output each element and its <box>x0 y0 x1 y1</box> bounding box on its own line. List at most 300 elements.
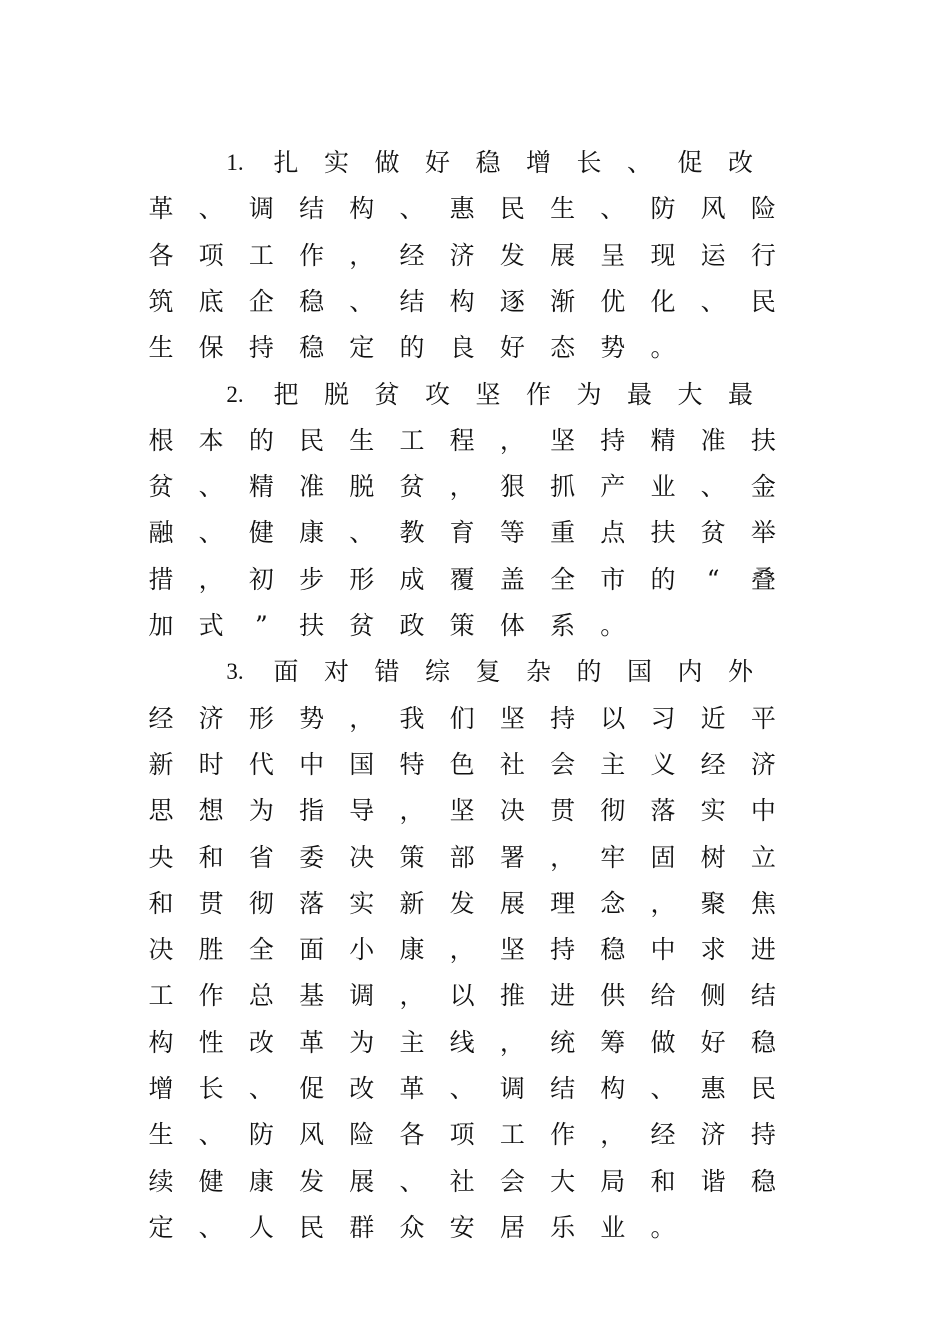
text-char: 风 <box>299 1120 325 1150</box>
text-char: 系 <box>550 611 576 640</box>
text-char: 式 <box>198 611 224 640</box>
text-char: 政 <box>399 611 425 640</box>
text-char: 。 <box>650 1212 676 1242</box>
text-char: 的 <box>399 333 425 363</box>
text-char: 习 <box>650 703 676 733</box>
text-char: 措 <box>148 564 174 594</box>
text-char: 扶 <box>299 611 325 640</box>
text-char: 革 <box>148 194 174 224</box>
text-char: 省 <box>248 842 274 872</box>
text-char: 化 <box>650 286 676 316</box>
text-char: 总 <box>248 981 274 1011</box>
text-char: 线 <box>449 1027 475 1057</box>
text-char: 统 <box>550 1027 576 1057</box>
text-char: 平 <box>750 703 776 733</box>
text-char: 新 <box>148 749 174 779</box>
text-char: 我 <box>399 703 425 733</box>
text-char: 金 <box>750 472 776 502</box>
text-char: 想 <box>198 796 224 826</box>
text-char: 署 <box>499 842 525 872</box>
text-char: 行 <box>750 240 776 270</box>
text-char: 大 <box>550 1166 576 1196</box>
text-char: 促 <box>677 148 703 177</box>
text-char: 济 <box>198 703 224 733</box>
text-char: 攻 <box>424 379 450 409</box>
text-char: 优 <box>600 286 626 316</box>
text-char: 形 <box>349 564 375 594</box>
text-char: 、 <box>700 286 726 316</box>
text-char: 。 <box>650 333 676 363</box>
text-char: 基 <box>299 981 325 1011</box>
text-char: 发 <box>499 240 525 270</box>
text-char: 、 <box>399 194 425 224</box>
text-char: 新 <box>399 888 425 918</box>
text-line <box>0 1159 950 1205</box>
text-char: 中 <box>750 796 776 826</box>
text-char: 、 <box>600 194 626 224</box>
text-char: 现 <box>650 240 676 270</box>
text-char: 根 <box>148 425 174 455</box>
text-char: 工 <box>399 425 425 455</box>
text-char: 济 <box>700 1120 726 1150</box>
text-line <box>0 418 950 464</box>
text-line <box>0 881 950 927</box>
text-line <box>0 233 950 279</box>
text-char: 险 <box>750 194 776 224</box>
text-char: 好 <box>499 333 525 363</box>
text-char: 险 <box>349 1120 375 1150</box>
text-char: 业 <box>650 472 676 502</box>
text-char: 民 <box>299 1212 325 1242</box>
text-char: 发 <box>299 1166 325 1196</box>
text-char: 面 <box>273 657 299 687</box>
text-char: 改 <box>349 1074 375 1103</box>
text-char: 康 <box>299 518 325 548</box>
text-char: 改 <box>248 1027 274 1057</box>
text-char: 和 <box>198 842 224 872</box>
text-char: ， <box>349 240 375 270</box>
text-line <box>0 788 950 834</box>
text-char: 近 <box>700 703 726 733</box>
text-char: 落 <box>299 888 325 918</box>
text-char: 群 <box>349 1212 375 1242</box>
text-char: 众 <box>399 1212 425 1242</box>
text-char: 作 <box>299 240 325 270</box>
text-char: 色 <box>449 749 475 779</box>
text-char: 定 <box>349 333 375 363</box>
text-char: 构 <box>449 286 475 316</box>
text-char: 展 <box>550 240 576 270</box>
text-char: 牢 <box>600 842 626 872</box>
text-char: 贯 <box>198 888 224 918</box>
text-char: 决 <box>148 935 174 965</box>
paragraph-number: 2. <box>226 381 244 407</box>
text-line <box>0 649 950 695</box>
text-char: 立 <box>750 842 776 872</box>
text-char: 安 <box>449 1212 475 1242</box>
text-char: 坚 <box>499 935 525 965</box>
text-char: 以 <box>449 981 475 1011</box>
text-char: 态 <box>550 333 576 363</box>
text-char: 贫 <box>148 472 174 502</box>
text-char: 好 <box>424 148 450 177</box>
text-char: 促 <box>299 1074 325 1103</box>
text-char: 扶 <box>750 425 776 455</box>
text-char: 为 <box>248 796 274 826</box>
text-char: 导 <box>349 796 375 826</box>
text-char: 逐 <box>499 286 525 316</box>
text-char: 脱 <box>323 379 349 409</box>
text-char: 以 <box>600 703 626 733</box>
text-char: 生 <box>148 1120 174 1150</box>
text-line <box>0 464 950 510</box>
text-line <box>0 325 950 371</box>
text-char: 生 <box>148 333 174 363</box>
text-char: 展 <box>349 1166 375 1196</box>
text-char: 长 <box>576 148 602 177</box>
text-char: 等 <box>499 518 525 548</box>
text-char: 呈 <box>600 240 626 270</box>
text-char: 国 <box>349 749 375 779</box>
text-char: 做 <box>374 148 400 177</box>
text-char: 经 <box>650 1120 676 1150</box>
text-char: 。 <box>600 611 626 640</box>
text-char: 全 <box>550 564 576 594</box>
text-char: ， <box>550 842 576 872</box>
text-char: 狠 <box>499 472 525 502</box>
text-char: 健 <box>248 518 274 548</box>
text-char: 融 <box>148 518 174 548</box>
text-char: 民 <box>750 286 776 316</box>
text-char: ， <box>399 981 425 1011</box>
text-char: 为 <box>349 1027 375 1057</box>
text-char: 工 <box>148 981 174 1011</box>
text-char: 良 <box>449 333 475 363</box>
text-char: 工 <box>248 240 274 270</box>
text-char: 精 <box>650 425 676 455</box>
text-char: 精 <box>248 472 274 502</box>
text-char: 体 <box>499 611 525 640</box>
text-char: 、 <box>198 1120 224 1150</box>
text-char: 大 <box>677 379 703 409</box>
text-char: 持 <box>600 425 626 455</box>
text-char: 续 <box>148 1166 174 1196</box>
text-char: 健 <box>198 1166 224 1196</box>
text-char: 稳 <box>299 333 325 363</box>
text-char: 运 <box>700 240 726 270</box>
text-char: 策 <box>449 611 475 640</box>
text-char: 念 <box>600 888 626 918</box>
text-line <box>0 510 950 556</box>
text-char: 决 <box>499 796 525 826</box>
text-char: 渐 <box>550 286 576 316</box>
text-char: 的 <box>650 564 676 594</box>
text-char: 坚 <box>550 425 576 455</box>
text-char: 贫 <box>399 472 425 502</box>
text-char: 民 <box>299 425 325 455</box>
text-char: 举 <box>750 518 776 548</box>
text-char: 内 <box>677 657 703 687</box>
text-char: 各 <box>148 240 174 270</box>
text-char: 固 <box>650 842 676 872</box>
text-char: 作 <box>550 1120 576 1150</box>
text-char: 经 <box>399 240 425 270</box>
text-char: 树 <box>700 842 726 872</box>
text-char: 、 <box>449 1074 475 1103</box>
text-char: 覆 <box>449 564 475 594</box>
text-char: 项 <box>198 240 224 270</box>
text-char: 企 <box>248 286 274 316</box>
text-char: 坚 <box>499 703 525 733</box>
text-char: 调 <box>349 981 375 1011</box>
text-char: 结 <box>299 194 325 224</box>
text-char: 业 <box>600 1212 626 1242</box>
text-char: 、 <box>198 472 224 502</box>
text-char: 进 <box>750 935 776 965</box>
text-char: 产 <box>600 472 626 502</box>
text-char: 扎 <box>273 148 299 177</box>
text-char: 贫 <box>700 518 726 548</box>
text-char: 和 <box>148 888 174 918</box>
text-char: 会 <box>499 1166 525 1196</box>
text-char: ， <box>499 1027 525 1057</box>
text-char: 特 <box>399 749 425 779</box>
text-char: 时 <box>198 749 224 779</box>
text-char: 筑 <box>148 286 174 316</box>
text-char: 生 <box>550 194 576 224</box>
text-line <box>0 927 950 973</box>
text-char: 、 <box>248 1074 274 1103</box>
text-char: 好 <box>700 1027 726 1057</box>
text-char: 最 <box>626 379 652 409</box>
text-char: 落 <box>650 796 676 826</box>
text-char: “ <box>706 564 720 594</box>
text-char: 坚 <box>475 379 501 409</box>
text-char: 和 <box>650 1166 676 1196</box>
text-char: 们 <box>449 703 475 733</box>
text-line <box>0 186 950 232</box>
text-char: 实 <box>323 148 349 177</box>
text-char: 定 <box>148 1212 174 1242</box>
text-char: 康 <box>248 1166 274 1196</box>
text-char: 把 <box>273 379 299 409</box>
text-char: 本 <box>198 425 224 455</box>
text-char: 项 <box>449 1120 475 1150</box>
text-char: 扶 <box>650 518 676 548</box>
text-char: 革 <box>299 1027 325 1057</box>
text-char: 防 <box>248 1120 274 1150</box>
text-char: 居 <box>499 1212 525 1242</box>
text-char: 构 <box>148 1027 174 1057</box>
text-char: 康 <box>399 935 425 965</box>
text-char: 初 <box>248 564 274 594</box>
text-char: 发 <box>449 888 475 918</box>
text-char: 最 <box>727 379 753 409</box>
text-char: 实 <box>349 888 375 918</box>
paragraph-number: 3. <box>226 659 244 685</box>
text-char: 稳 <box>475 148 501 177</box>
text-char: 义 <box>650 749 676 779</box>
text-char: 持 <box>750 1120 776 1150</box>
text-char: 惠 <box>449 194 475 224</box>
text-char: 的 <box>576 657 602 687</box>
text-line <box>0 835 950 881</box>
text-char: 结 <box>750 981 776 1011</box>
text-char: 步 <box>299 564 325 594</box>
text-char: 风 <box>700 194 726 224</box>
text-char: 委 <box>299 842 325 872</box>
text-char: 为 <box>576 379 602 409</box>
text-line <box>0 1020 950 1066</box>
text-char: 贫 <box>374 379 400 409</box>
text-char: 各 <box>399 1120 425 1150</box>
text-char: 、 <box>349 286 375 316</box>
text-char: 重 <box>550 518 576 548</box>
text-line <box>0 603 950 649</box>
text-char: 中 <box>650 935 676 965</box>
text-char: 底 <box>198 286 224 316</box>
text-line <box>0 973 950 1019</box>
text-char: 思 <box>148 796 174 826</box>
text-char: 势 <box>299 703 325 733</box>
text-char: 生 <box>349 425 375 455</box>
text-char: 增 <box>148 1074 174 1103</box>
text-char: 全 <box>248 935 274 965</box>
text-line <box>0 140 950 186</box>
text-char: 社 <box>499 749 525 779</box>
text-char: 民 <box>499 194 525 224</box>
text-char: 惠 <box>700 1074 726 1103</box>
text-char: 持 <box>550 703 576 733</box>
text-char: 构 <box>349 194 375 224</box>
text-char: 叠 <box>750 564 776 594</box>
text-char: 准 <box>299 472 325 502</box>
text-line <box>0 557 950 603</box>
text-char: 工 <box>499 1120 525 1150</box>
text-char: 性 <box>198 1027 224 1057</box>
text-char: 央 <box>148 842 174 872</box>
text-char: 求 <box>700 935 726 965</box>
text-line <box>0 696 950 742</box>
text-char: 经 <box>148 703 174 733</box>
text-char: 中 <box>299 749 325 779</box>
text-line <box>0 1205 950 1251</box>
text-char: 会 <box>550 749 576 779</box>
text-char: 形 <box>248 703 274 733</box>
text-char: 保 <box>198 333 224 363</box>
text-char: 改 <box>727 148 753 177</box>
text-char: 做 <box>650 1027 676 1057</box>
text-char: 、 <box>650 1074 676 1103</box>
text-char: ， <box>600 1120 626 1150</box>
text-char: ， <box>449 472 475 502</box>
text-char: 展 <box>499 888 525 918</box>
text-char: 脱 <box>349 472 375 502</box>
text-char: 增 <box>525 148 551 177</box>
text-line <box>0 742 950 788</box>
text-char: 国 <box>626 657 652 687</box>
text-char: ， <box>499 425 525 455</box>
text-char: ， <box>198 564 224 594</box>
text-char: 彻 <box>248 888 274 918</box>
text-char: 、 <box>198 1212 224 1242</box>
text-char: 加 <box>148 611 174 640</box>
text-char: 、 <box>399 1166 425 1196</box>
text-char: 盖 <box>499 564 525 594</box>
text-char: 实 <box>700 796 726 826</box>
text-char: 综 <box>424 657 450 687</box>
text-char: 长 <box>198 1074 224 1103</box>
text-char: 乐 <box>550 1212 576 1242</box>
text-char: 济 <box>750 749 776 779</box>
text-char: 进 <box>550 981 576 1011</box>
text-line <box>0 1112 950 1158</box>
text-char: 稳 <box>750 1027 776 1057</box>
text-char: 供 <box>600 981 626 1011</box>
paragraph-number: 1. <box>226 150 244 175</box>
text-char: 点 <box>600 518 626 548</box>
text-char: 理 <box>550 888 576 918</box>
text-char: 防 <box>650 194 676 224</box>
text-char: 势 <box>600 333 626 363</box>
text-char: 彻 <box>600 796 626 826</box>
text-char: 准 <box>700 425 726 455</box>
text-char: 结 <box>550 1074 576 1103</box>
text-char: 聚 <box>700 888 726 918</box>
text-char: 育 <box>449 518 475 548</box>
text-char: 侧 <box>700 981 726 1011</box>
text-char: 坚 <box>449 796 475 826</box>
text-char: 复 <box>475 657 501 687</box>
text-char: 杂 <box>525 657 551 687</box>
text-char: 成 <box>399 564 425 594</box>
text-char: 小 <box>349 935 375 965</box>
text-char: ， <box>349 703 375 733</box>
text-char: 错 <box>374 657 400 687</box>
text-char: 程 <box>449 425 475 455</box>
text-char: 贯 <box>550 796 576 826</box>
text-char: 经 <box>700 749 726 779</box>
text-char: 构 <box>600 1074 626 1103</box>
text-char: 社 <box>449 1166 475 1196</box>
text-char: 人 <box>248 1212 274 1242</box>
text-char: 、 <box>198 194 224 224</box>
text-char: 对 <box>323 657 349 687</box>
text-char: ， <box>399 796 425 826</box>
text-char: 面 <box>299 935 325 965</box>
text-char: 稳 <box>750 1166 776 1196</box>
text-char: ” <box>255 611 268 640</box>
text-char: ， <box>650 888 676 918</box>
text-char: 外 <box>727 657 753 687</box>
text-char: 指 <box>299 796 325 826</box>
text-char: 民 <box>750 1074 776 1103</box>
text-char: 策 <box>399 842 425 872</box>
text-char: 推 <box>499 981 525 1011</box>
text-char: 结 <box>399 286 425 316</box>
text-char: 作 <box>198 981 224 1011</box>
text-char: ， <box>449 935 475 965</box>
text-char: 胜 <box>198 935 224 965</box>
text-char: 持 <box>550 935 576 965</box>
text-char: 抓 <box>550 472 576 502</box>
text-char: 给 <box>650 981 676 1011</box>
text-char: 稳 <box>299 286 325 316</box>
text-line <box>0 372 950 418</box>
text-char: 贫 <box>349 611 375 640</box>
text-char: 、 <box>626 148 652 177</box>
text-char: 、 <box>349 518 375 548</box>
